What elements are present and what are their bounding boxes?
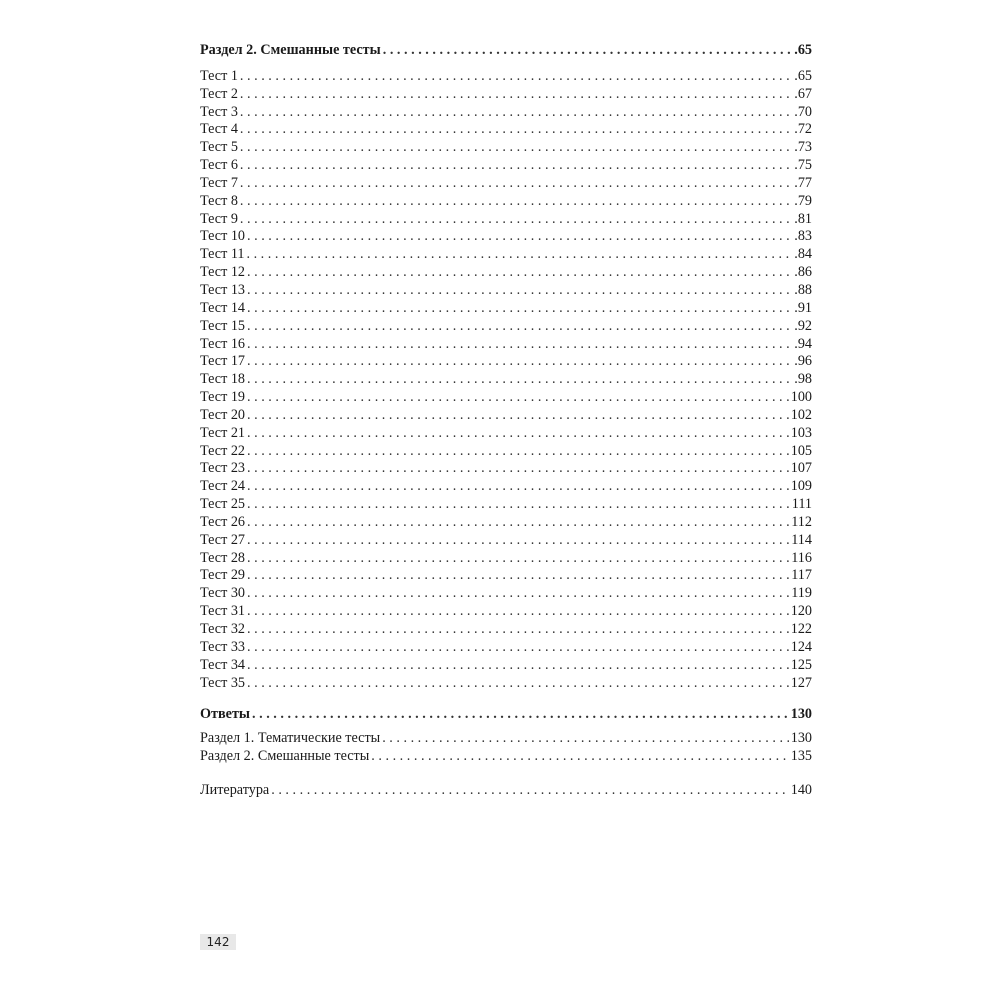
dot-leader [247, 264, 792, 282]
dot-leader [240, 139, 792, 157]
toc-entry-label: Ответы [200, 706, 251, 723]
toc-entry-label: Тест 8 [200, 192, 238, 209]
toc-entry-label: Тест 19 [200, 389, 246, 406]
toc-entry-page: 114 [791, 531, 812, 548]
dot-leader [240, 211, 792, 229]
toc-entry-test [200, 550, 812, 568]
toc-entry-page: 111 [791, 496, 812, 513]
dot-leader [240, 86, 792, 104]
toc-entry-page: 112 [791, 513, 812, 530]
spacer [200, 766, 812, 782]
toc-entry-page: .73 [794, 139, 812, 156]
toc-entry-test [200, 675, 812, 693]
toc-entry-label: Тест 17 [200, 353, 246, 370]
toc-entry-page: .84 [794, 246, 812, 263]
toc-entry-page: 135 [790, 748, 812, 765]
toc-entry-page: 117 [791, 567, 812, 584]
toc-entry-label: Тест 21 [200, 424, 246, 441]
dot-leader [247, 336, 792, 354]
toc-entry-test [200, 585, 812, 603]
toc-entry-label: Тест 3 [200, 103, 238, 120]
toc-entry-page: .75 [794, 157, 812, 174]
toc-entry-test [200, 336, 812, 354]
toc-entry-label: Тест 23 [200, 460, 246, 477]
tests-list [200, 68, 812, 693]
toc-entry-test [200, 300, 812, 318]
dot-leader [371, 748, 788, 766]
toc-entry-label: Тест 1 [200, 67, 238, 84]
toc-entry-label: Тест 2 [200, 85, 238, 102]
dot-leader [247, 639, 789, 657]
toc-entry-page: 124 [790, 638, 812, 655]
toc-entry-label: Тест 34 [200, 656, 246, 673]
toc-entry-page: .91 [794, 299, 812, 316]
toc-entry-page: .98 [794, 371, 812, 388]
toc-entry-label: Тест 18 [200, 371, 246, 388]
toc-entry-test [200, 121, 812, 139]
toc-entry-page: 105 [790, 442, 812, 459]
toc-entry-test [200, 407, 812, 425]
dot-leader [246, 246, 792, 264]
toc-entry-page: 130 [790, 730, 812, 747]
dot-leader [247, 550, 789, 568]
toc-entry-page: .86 [794, 264, 812, 281]
toc-entry-test [200, 657, 812, 675]
toc-entry-label: Тест 12 [200, 264, 246, 281]
toc-entry-test [200, 68, 812, 86]
toc-entry-page: 130 [790, 706, 812, 723]
toc-entry-answers-section-2 [200, 748, 812, 766]
toc-entry-test [200, 621, 812, 639]
toc-entry-label: Тест 25 [200, 496, 246, 513]
toc-entry-label: Тест 4 [200, 121, 238, 138]
toc-entry-page: .88 [794, 281, 812, 298]
dot-leader [240, 68, 792, 86]
toc-entry-literature [200, 782, 812, 800]
dot-leader [240, 193, 792, 211]
toc-entry-label: Тест 16 [200, 335, 246, 352]
toc-entry-test [200, 371, 812, 389]
toc-entry-page: 107 [790, 460, 812, 477]
dot-leader [247, 300, 792, 318]
toc-entry-label: Тест 27 [200, 531, 246, 548]
toc-entry-test [200, 264, 812, 282]
toc-entry-page: 109 [790, 478, 812, 495]
toc-entry-test [200, 496, 812, 514]
toc-entry-test [200, 282, 812, 300]
toc-entry-page: .79 [794, 192, 812, 209]
spacer [200, 692, 812, 706]
toc-entry-label: Тест 26 [200, 513, 246, 530]
toc-entry-page: .94 [794, 335, 812, 352]
dot-leader [247, 353, 792, 371]
dot-leader [247, 657, 789, 675]
toc-entry-page: 125 [790, 656, 812, 673]
toc-entry-test [200, 389, 812, 407]
toc-entry-label: Тест 13 [200, 281, 246, 298]
toc-entry-page: .83 [794, 228, 812, 245]
toc-entry-label: Тест 31 [200, 603, 246, 620]
toc-entry-label: Тест 35 [200, 674, 246, 691]
toc-entry-label: Раздел 2. Смешанные тесты [200, 42, 381, 58]
toc-entry-answers [200, 706, 812, 724]
toc-entry-page: 127 [790, 674, 812, 691]
dot-leader [247, 585, 789, 603]
dot-leader [240, 175, 792, 193]
dot-leader [247, 496, 790, 514]
toc-entry-test [200, 228, 812, 246]
dot-leader [247, 514, 789, 532]
toc-entry-test [200, 211, 812, 229]
toc-entry-label: Тест 11 [200, 246, 245, 263]
toc-entry-label: Тест 20 [200, 406, 246, 423]
dot-leader [247, 318, 792, 336]
toc-entry-label: Тест 6 [200, 157, 238, 174]
dot-leader [382, 730, 789, 748]
dot-leader [247, 425, 789, 443]
toc-entry-page: 103 [790, 424, 812, 441]
toc-entry-test [200, 603, 812, 621]
toc-entry-label: Тест 7 [200, 174, 238, 191]
toc-entry-page: 100 [790, 389, 812, 406]
toc-entry-label: Тест 24 [200, 478, 246, 495]
toc-entry-page: 140 [790, 781, 812, 798]
page-number: 142 [200, 934, 236, 950]
toc-entry-page: .96 [794, 353, 812, 370]
toc-entry-label: Раздел 1. Тематические тесты [200, 730, 381, 747]
toc-entry-label: Тест 22 [200, 442, 246, 459]
toc-entry-test [200, 425, 812, 443]
dot-leader [252, 706, 789, 724]
toc-entry-page: .81 [794, 210, 812, 227]
toc-entry-label: Тест 32 [200, 621, 246, 637]
toc-entry-label: Тест 33 [200, 638, 246, 655]
dot-leader [247, 443, 789, 461]
dot-leader [383, 42, 793, 60]
dot-leader [247, 478, 789, 496]
toc-entry-label: Тест 5 [200, 139, 238, 156]
toc-entry-page: 122 [790, 621, 812, 637]
dot-leader [240, 121, 792, 139]
toc-entry-test [200, 639, 812, 657]
dot-leader [240, 104, 792, 122]
dot-leader [247, 621, 789, 639]
dot-leader [247, 675, 789, 693]
toc-entry-page: .67 [794, 85, 812, 102]
toc-entry-page: .65 [794, 42, 812, 58]
toc-entry-label: Раздел 2. Смешанные тесты [200, 748, 370, 765]
toc-entry-page: .77 [794, 174, 812, 191]
toc-entry-label: Тест 29 [200, 567, 246, 584]
toc-entry-page: .70 [794, 103, 812, 120]
toc-entry-test [200, 460, 812, 478]
dot-leader [247, 460, 789, 478]
toc-entry-test [200, 567, 812, 585]
toc-entry-test [200, 86, 812, 104]
toc-entry-test [200, 478, 812, 496]
toc-entry-test [200, 514, 812, 532]
toc-entry-page: 120 [790, 603, 812, 620]
toc-entry-test [200, 193, 812, 211]
toc-entry-test [200, 175, 812, 193]
dot-leader [247, 532, 789, 550]
toc-entry-test [200, 353, 812, 371]
table-of-contents [200, 42, 812, 800]
dot-leader [247, 389, 789, 407]
toc-entry-label: Тест 14 [200, 299, 246, 316]
toc-entry-label: Тест 15 [200, 317, 246, 334]
toc-entry-page: .72 [794, 121, 812, 138]
dot-leader [247, 407, 789, 425]
toc-entry-page: 119 [791, 585, 812, 602]
toc-entry-test [200, 104, 812, 122]
toc-entry-page: 116 [791, 549, 812, 566]
dot-leader [247, 371, 792, 389]
toc-entry-page: .65 [794, 67, 812, 84]
toc-entry-section-2 [200, 42, 812, 60]
toc-entry-test [200, 139, 812, 157]
toc-entry-answers-section-1 [200, 730, 812, 748]
toc-entry-test [200, 318, 812, 336]
dot-leader [240, 157, 792, 175]
toc-entry-label: Тест 10 [200, 228, 246, 245]
dot-leader [271, 782, 788, 800]
dot-leader [247, 228, 792, 246]
dot-leader [247, 567, 789, 585]
toc-entry-page: 102 [790, 406, 812, 423]
toc-entry-test [200, 246, 812, 264]
toc-entry-test [200, 443, 812, 461]
toc-entry-test [200, 157, 812, 175]
toc-entry-label: Тест 30 [200, 585, 246, 602]
toc-entry-label: Тест 9 [200, 210, 238, 227]
dot-leader [247, 282, 792, 300]
toc-entry-label: Тест 28 [200, 549, 246, 566]
toc-entry-page: .92 [794, 317, 812, 334]
dot-leader [247, 603, 789, 621]
toc-entry-test [200, 532, 812, 550]
toc-entry-label: Литература [200, 781, 270, 798]
